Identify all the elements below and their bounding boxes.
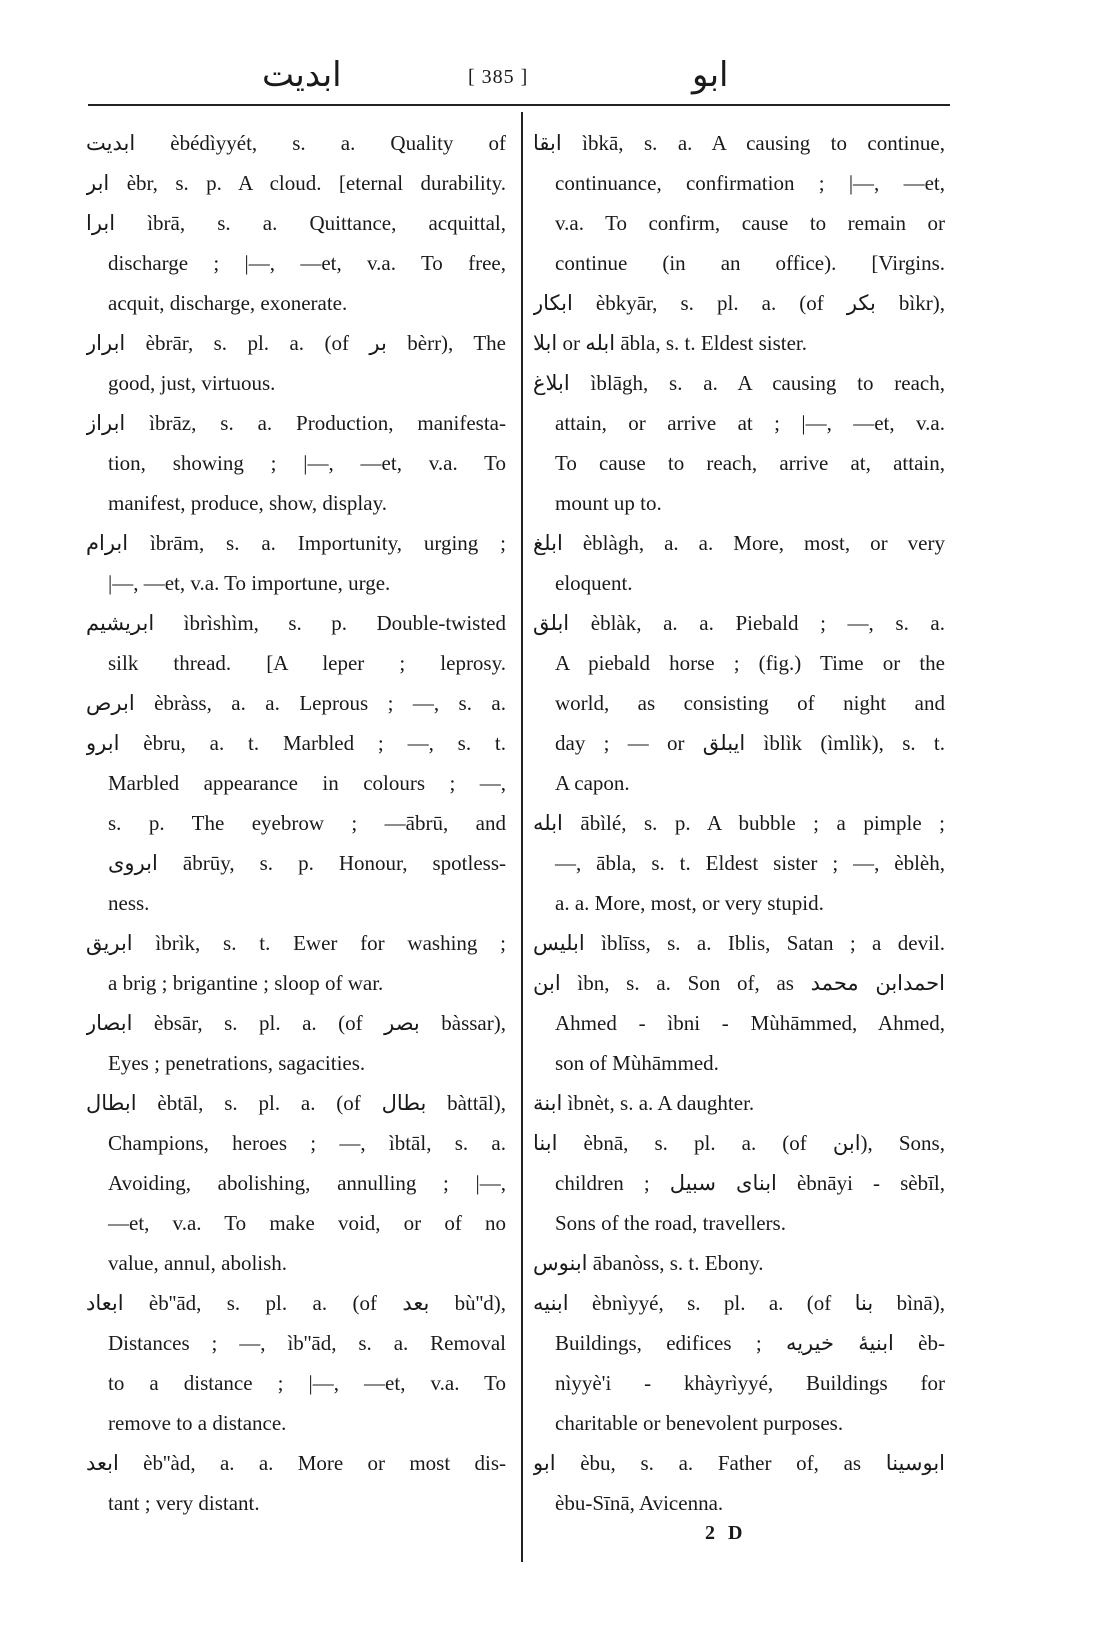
- dictionary-line: attain, or arrive at ; |—, —et, v.a.: [555, 411, 945, 435]
- dictionary-line: Sons of the road, travellers.: [555, 1211, 786, 1235]
- dictionary-line: ابدیت èbédìyyét, s. a. Quality of: [86, 131, 506, 155]
- dictionary-line: ابنة ìbnèt, s. a. A daughter.: [533, 1091, 755, 1115]
- dictionary-line: ابکار èbkyār, s. pl. a. (of بکر bìkr),: [533, 291, 945, 315]
- header-rule: [88, 104, 950, 106]
- dictionary-line: ابنا èbnā, s. pl. a. (of ابن), Sons,: [533, 1131, 945, 1155]
- dictionary-line: Eyes ; penetrations, sagacities.: [108, 1051, 366, 1075]
- dictionary-line: discharge ; |—, —et, v.a. To free,: [108, 251, 506, 275]
- dictionary-line: ness.: [108, 891, 150, 915]
- dictionary-line: ابنوس ābanòss, s. t. Ebony.: [533, 1251, 764, 1275]
- dictionary-line: continuance, confirmation ; |—, —et,: [555, 171, 945, 195]
- dictionary-line: ابن ìbn, s. a. Son of, as احمدابن محمد: [533, 971, 945, 995]
- dictionary-line: Ahmed - ìbni - Mùhāmmed, Ahmed,: [555, 1011, 945, 1035]
- signature-mark: 2 D: [705, 1522, 747, 1544]
- dictionary-line: charitable or benevolent purposes.: [555, 1411, 844, 1435]
- dictionary-line: ابرام ìbrām, s. a. Importunity, urging ;: [86, 531, 506, 555]
- dictionary-line: ابلق èblàk, a. a. Piebald ; —, s. a.: [533, 611, 945, 635]
- dictionary-line: ابنیه èbnìyyé, s. pl. a. (of بنا bìnā),: [533, 1291, 945, 1315]
- dictionary-line: —, ābla, s. t. Eldest sister ; —, èblèh,: [555, 851, 945, 875]
- dictionary-line: A capon.: [555, 771, 630, 795]
- dictionary-line: Champions, heroes ; —, ìbtāl, s. a.: [108, 1131, 506, 1155]
- dictionary-line: èbu-Sīnā, Avicenna.: [555, 1491, 724, 1515]
- dictionary-line: remove to a distance.: [108, 1411, 287, 1435]
- dictionary-line: acquit, discharge, exonerate.: [108, 291, 348, 315]
- dictionary-line: A piebald horse ; (fig.) Time or the: [555, 651, 945, 675]
- dictionary-line: manifest, produce, show, display.: [108, 491, 387, 515]
- dictionary-line: Buildings, edifices ; ابنیهٔ خیریه èb-: [555, 1331, 945, 1355]
- dictionary-line: ابلاغ ìblāgh, s. a. A causing to reach,: [533, 371, 945, 395]
- dictionary-line: tion, showing ; |—, —et, v.a. To: [108, 451, 506, 475]
- dictionary-line: a. a. More, most, or very stupid.: [555, 891, 824, 915]
- dictionary-line: ابصار èbsār, s. pl. a. (of بصر bàssar),: [86, 1011, 506, 1035]
- dictionary-line: ابلیس ìblīss, s. a. Iblis, Satan ; a devil.: [533, 931, 945, 955]
- dictionary-line: nìyyè'i - khàyrìyyé, Buildings for: [555, 1371, 945, 1395]
- dictionary-line: tant ; very distant.: [108, 1491, 260, 1515]
- dictionary-line: eloquent.: [555, 571, 633, 595]
- dictionary-line: |—, —et, v.a. To importune, urge.: [108, 571, 391, 595]
- dictionary-line: silk thread. [A leper ; leprosy.: [108, 651, 506, 675]
- dictionary-line: ابراز ìbrāz, s. a. Production, manifesta-: [86, 411, 506, 435]
- dictionary-line: to a distance ; |—, —et, v.a. To: [108, 1371, 506, 1395]
- dictionary-line: good, just, virtuous.: [108, 371, 276, 395]
- running-head-left: ابدیت: [262, 55, 342, 95]
- dictionary-line: ابطال èbtāl, s. pl. a. (of بطال bàttāl),: [86, 1091, 506, 1115]
- dictionary-line: ابعاد èb''ād, s. pl. a. (of بعد bù''d),: [86, 1291, 506, 1315]
- dictionary-line: ابرو èbru, a. t. Marbled ; —, s. t.: [86, 731, 506, 755]
- dictionary-line: ابرص èbràss, a. a. Leprous ; —, s. a.: [86, 691, 506, 715]
- right-column: [533, 123, 945, 1523]
- dictionary-line: ابلغ èblàgh, a. a. More, most, or very: [533, 531, 945, 555]
- dictionary-line: world, as consisting of night and: [555, 691, 945, 715]
- dictionary-line: —et, v.a. To make void, or of no: [108, 1211, 506, 1235]
- dictionary-line: ابر èbr, s. p. A cloud. [eternal durability.: [86, 171, 506, 195]
- dictionary-line: ابو èbu, s. a. Father of, as ابوسینا: [533, 1451, 945, 1475]
- dictionary-line: v.a. To confirm, cause to remain or: [555, 211, 945, 235]
- dictionary-line: s. p. The eyebrow ; —ābrū, and: [108, 811, 506, 835]
- dictionary-line: ابروی ābrūy, s. p. Honour, spotless-: [108, 851, 506, 875]
- dictionary-line: ابلا or ابله ābla, s. t. Eldest sister.: [533, 331, 808, 355]
- dictionary-line: ابقا ìbkā, s. a. A causing to continue,: [533, 131, 945, 155]
- left-column: [86, 123, 506, 1523]
- page-number: [ 385 ]: [468, 66, 529, 88]
- dictionary-line: Distances ; —, ìb''ād, s. a. Removal: [108, 1331, 506, 1355]
- dictionary-line: ابرار èbrār, s. pl. a. (of بر bèrr), The: [86, 331, 506, 355]
- dictionary-line: continue (in an office). [Virgins.: [555, 251, 945, 275]
- running-head-right: ابو: [692, 55, 729, 95]
- dictionary-line: Avoiding, abolishing, annulling ; |—,: [108, 1171, 506, 1195]
- dictionary-line: ابله ābìlé, s. p. A bubble ; a pimple ;: [533, 811, 945, 835]
- dictionary-line: ابریشیم ìbrìshìm, s. p. Double-twisted: [86, 611, 506, 635]
- dictionary-line: son of Mùhāmmed.: [555, 1051, 719, 1075]
- dictionary-line: ابریق ìbrìk, s. t. Ewer for washing ;: [86, 931, 506, 955]
- dictionary-line: children ; ابنای سبیل èbnāyi - sèbīl,: [555, 1171, 945, 1195]
- dictionary-line: mount up to.: [555, 491, 662, 515]
- dictionary-line: a brig ; brigantine ; sloop of war.: [108, 971, 384, 995]
- dictionary-line: To cause to reach, arrive at, attain,: [555, 451, 945, 475]
- column-divider: [521, 112, 523, 1562]
- dictionary-line: ابرا ìbrā, s. a. Quittance, acquittal,: [86, 211, 506, 235]
- dictionary-line: Marbled appearance in colours ; —,: [108, 771, 506, 795]
- dictionary-line: value, annul, abolish.: [108, 1251, 288, 1275]
- dictionary-line: ابعد èb''àd, a. a. More or most dis-: [86, 1451, 506, 1475]
- dictionary-line: day ; — or ایبلق ìblìk (ìmlìk), s. t.: [555, 731, 945, 755]
